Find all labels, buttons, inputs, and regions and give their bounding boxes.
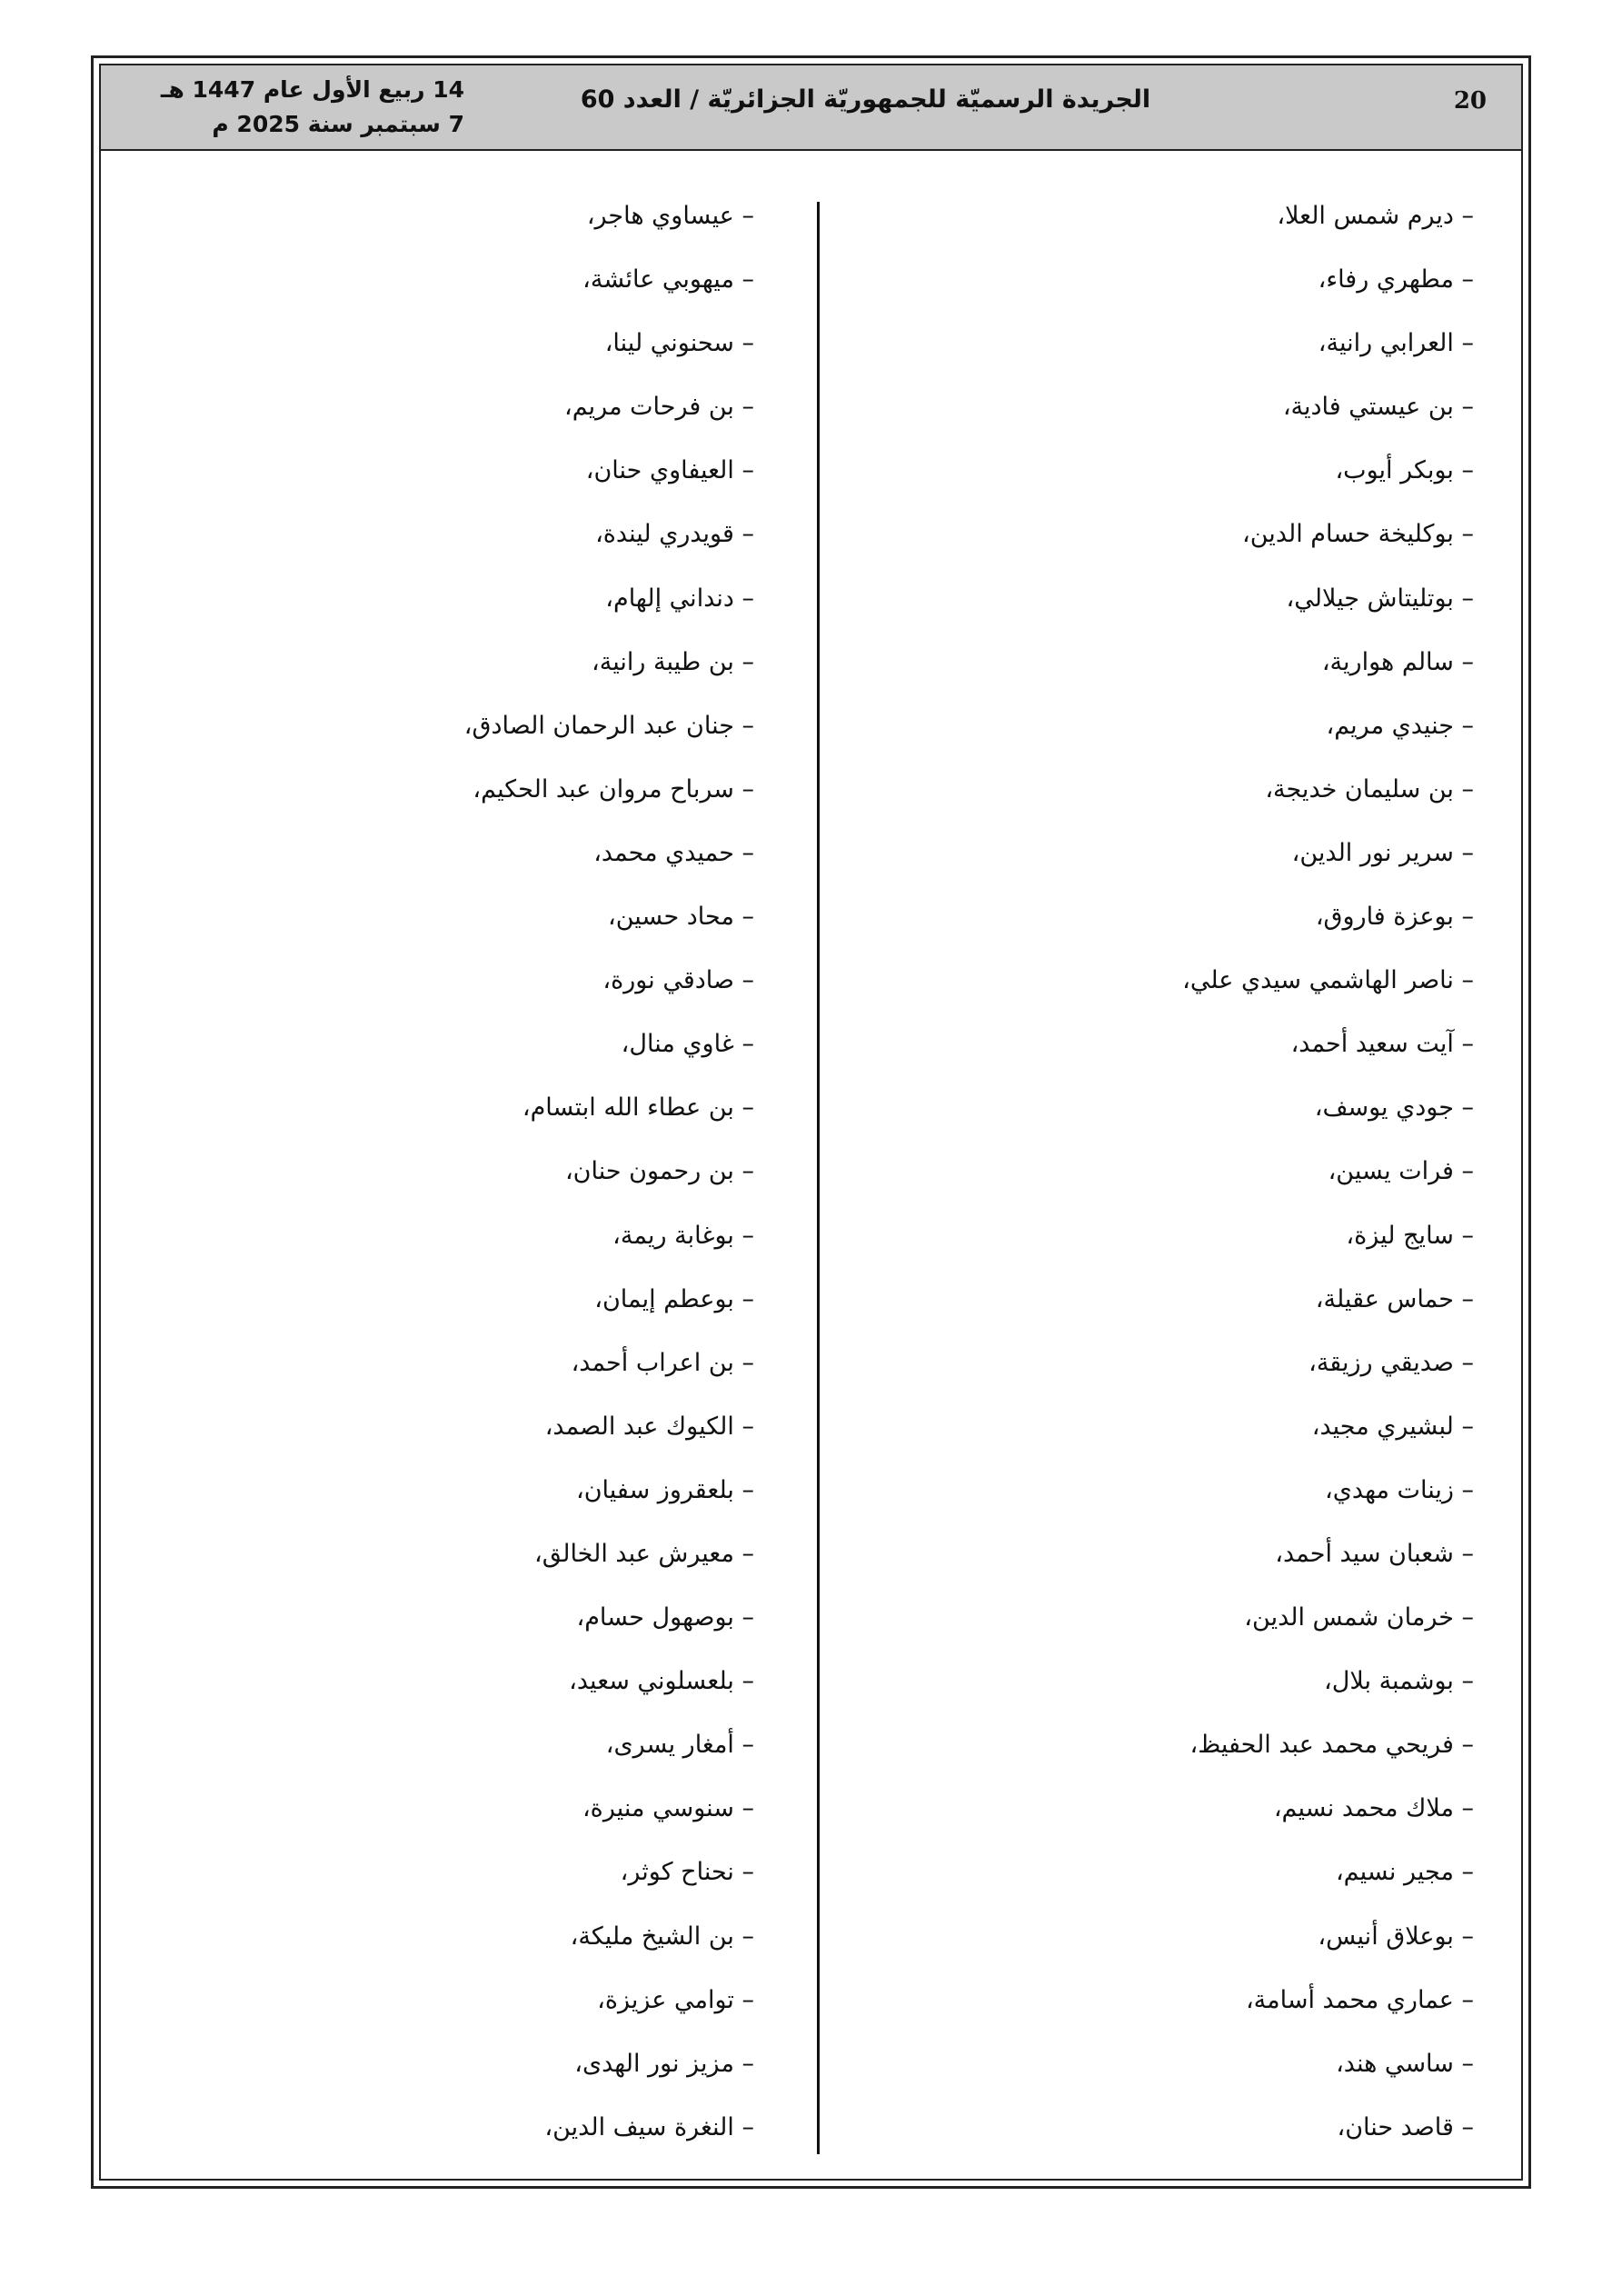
name-list-item: – بن طيبة رانية، [592,647,754,676]
name-list-item: – خرمان شمس الدين، [1244,1603,1474,1632]
name-list-item: – العرابي رانية، [1318,329,1474,358]
names-list-right [838,196,1474,2171]
name-list-item: – حماس عقيلة، [1315,1284,1474,1313]
name-list-item: – بوعطم إيمان، [594,1284,754,1313]
name-list-item: – بلعسلوني سعيد، [569,1667,754,1696]
name-list-item: – غاوي منال، [621,1030,754,1059]
name-list-item: – ملاك محمد نسيم، [1273,1794,1474,1823]
page-header [101,65,1521,151]
name-list-item: – ناصر الهاشمي سيدي علي، [1182,966,1474,995]
name-list-item: – لبشيري مجيد، [1311,1412,1474,1441]
name-list-item: – عيساوي هاجر، [586,202,754,230]
name-list-item: – بوتليتاش جيلالي، [1286,584,1474,613]
name-list-item: – ميهوبي عائشة، [582,265,754,294]
name-list-item: – فرات يسين، [1328,1157,1474,1186]
name-list-item: – قاصد حنان، [1337,2112,1474,2141]
name-list-item: – آيت سعيد أحمد، [1290,1030,1474,1059]
name-list-item: – بوصهول حسام، [576,1603,754,1632]
name-list-item: – بن عطاء الله ابتسام، [522,1093,754,1123]
name-list-item: – ساسي هند، [1336,2049,1474,2078]
name-list-item: – بن فرحات مريم، [563,393,754,422]
name-list-item: – بوبكر أيوب، [1335,456,1474,485]
name-list-item: – بوعزة فاروق، [1315,903,1474,932]
name-list-item: – بوغابة ريمة، [612,1221,754,1250]
name-list-item: – حميدي محمد، [593,838,754,867]
name-list-item: – سايج ليزة، [1346,1221,1474,1250]
name-list-item: – عماري محمد أسامة، [1245,1985,1474,2014]
name-list-item: – صادقي نورة، [602,966,754,995]
name-list-item: – سرباح مروان عبد الحكيم، [473,774,754,804]
issue-date [137,73,464,142]
name-list-item: – سنوسي منيرة، [582,1794,754,1823]
name-list-item: – ديرم شمس العلا، [1277,202,1474,230]
name-list-item: – معيرش عبد الخالق، [533,1539,754,1568]
name-list-item: – أمغار يسرى، [605,1731,754,1760]
name-list-item: – بوشمبة بلال، [1324,1667,1474,1696]
column-divider [817,202,820,2154]
name-list-item: – جودي يوسف، [1314,1093,1474,1123]
name-list-item: – بوعلاق أنيس، [1318,1922,1474,1951]
name-list-item: – سرير نور الدين، [1291,838,1474,867]
name-list-item: – محاد حسين، [608,903,754,932]
name-list-item: – دنداني إلهام، [605,584,754,613]
name-list-item: – فريحي محمد عبد الحفيظ، [1189,1731,1474,1760]
name-list-item: – نحناح كوثر، [620,1858,754,1887]
names-list-left [191,196,754,2171]
name-list-item: – شعبان سيد أحمد، [1275,1539,1474,1568]
name-list-item: – زينات مهدي، [1325,1475,1474,1504]
name-list-item: – توامي عزيزة، [597,1985,754,2014]
name-list-item: – الكيوك عبد الصمد، [544,1412,754,1441]
name-list-item: – بن عيستي فادية، [1282,393,1474,422]
name-list-item: – بلعقروز سفيان، [576,1475,754,1504]
name-list-item: – بن سليمان خديجة، [1265,774,1474,804]
name-list-item: – بن رحمون حنان، [564,1157,754,1186]
name-list-item: – مجير نسيم، [1335,1858,1474,1887]
date-gregorian: 7 سبتمبر سنة 2025 م [212,111,464,137]
name-list-item: – مطهري رفاء، [1318,265,1474,294]
name-list-item: – النغرة سيف الدين، [544,2112,754,2141]
name-list-item: – بن اعراب أحمد، [571,1348,754,1377]
name-list-item: – قويدري ليندة، [595,520,754,549]
name-list-item: – جنيدي مريم، [1326,711,1474,740]
gazette-title: الجريدة الرسميّة للجمهوريّة الجزائريّة / العدد 60 [580,85,1151,114]
name-list-item: – مزيز نور الهدى، [574,2049,754,2078]
name-list-item: – صديقي رزيقة، [1309,1348,1474,1377]
name-list-item: – العيفاوي حنان، [585,456,754,485]
name-list-item: – جنان عبد الرحمان الصادق، [463,711,754,740]
date-hijri: 14 ربيع الأول عام 1447 هـ [160,76,464,103]
page-number: 20 [1453,87,1487,115]
name-list-item: – بوكليخة حسام الدين، [1242,520,1474,549]
name-list-item: – سالم هوارية، [1321,647,1474,676]
name-list-item: – بن الشيخ مليكة، [570,1922,754,1951]
name-list-item: – سحنوني لينا، [604,329,754,358]
